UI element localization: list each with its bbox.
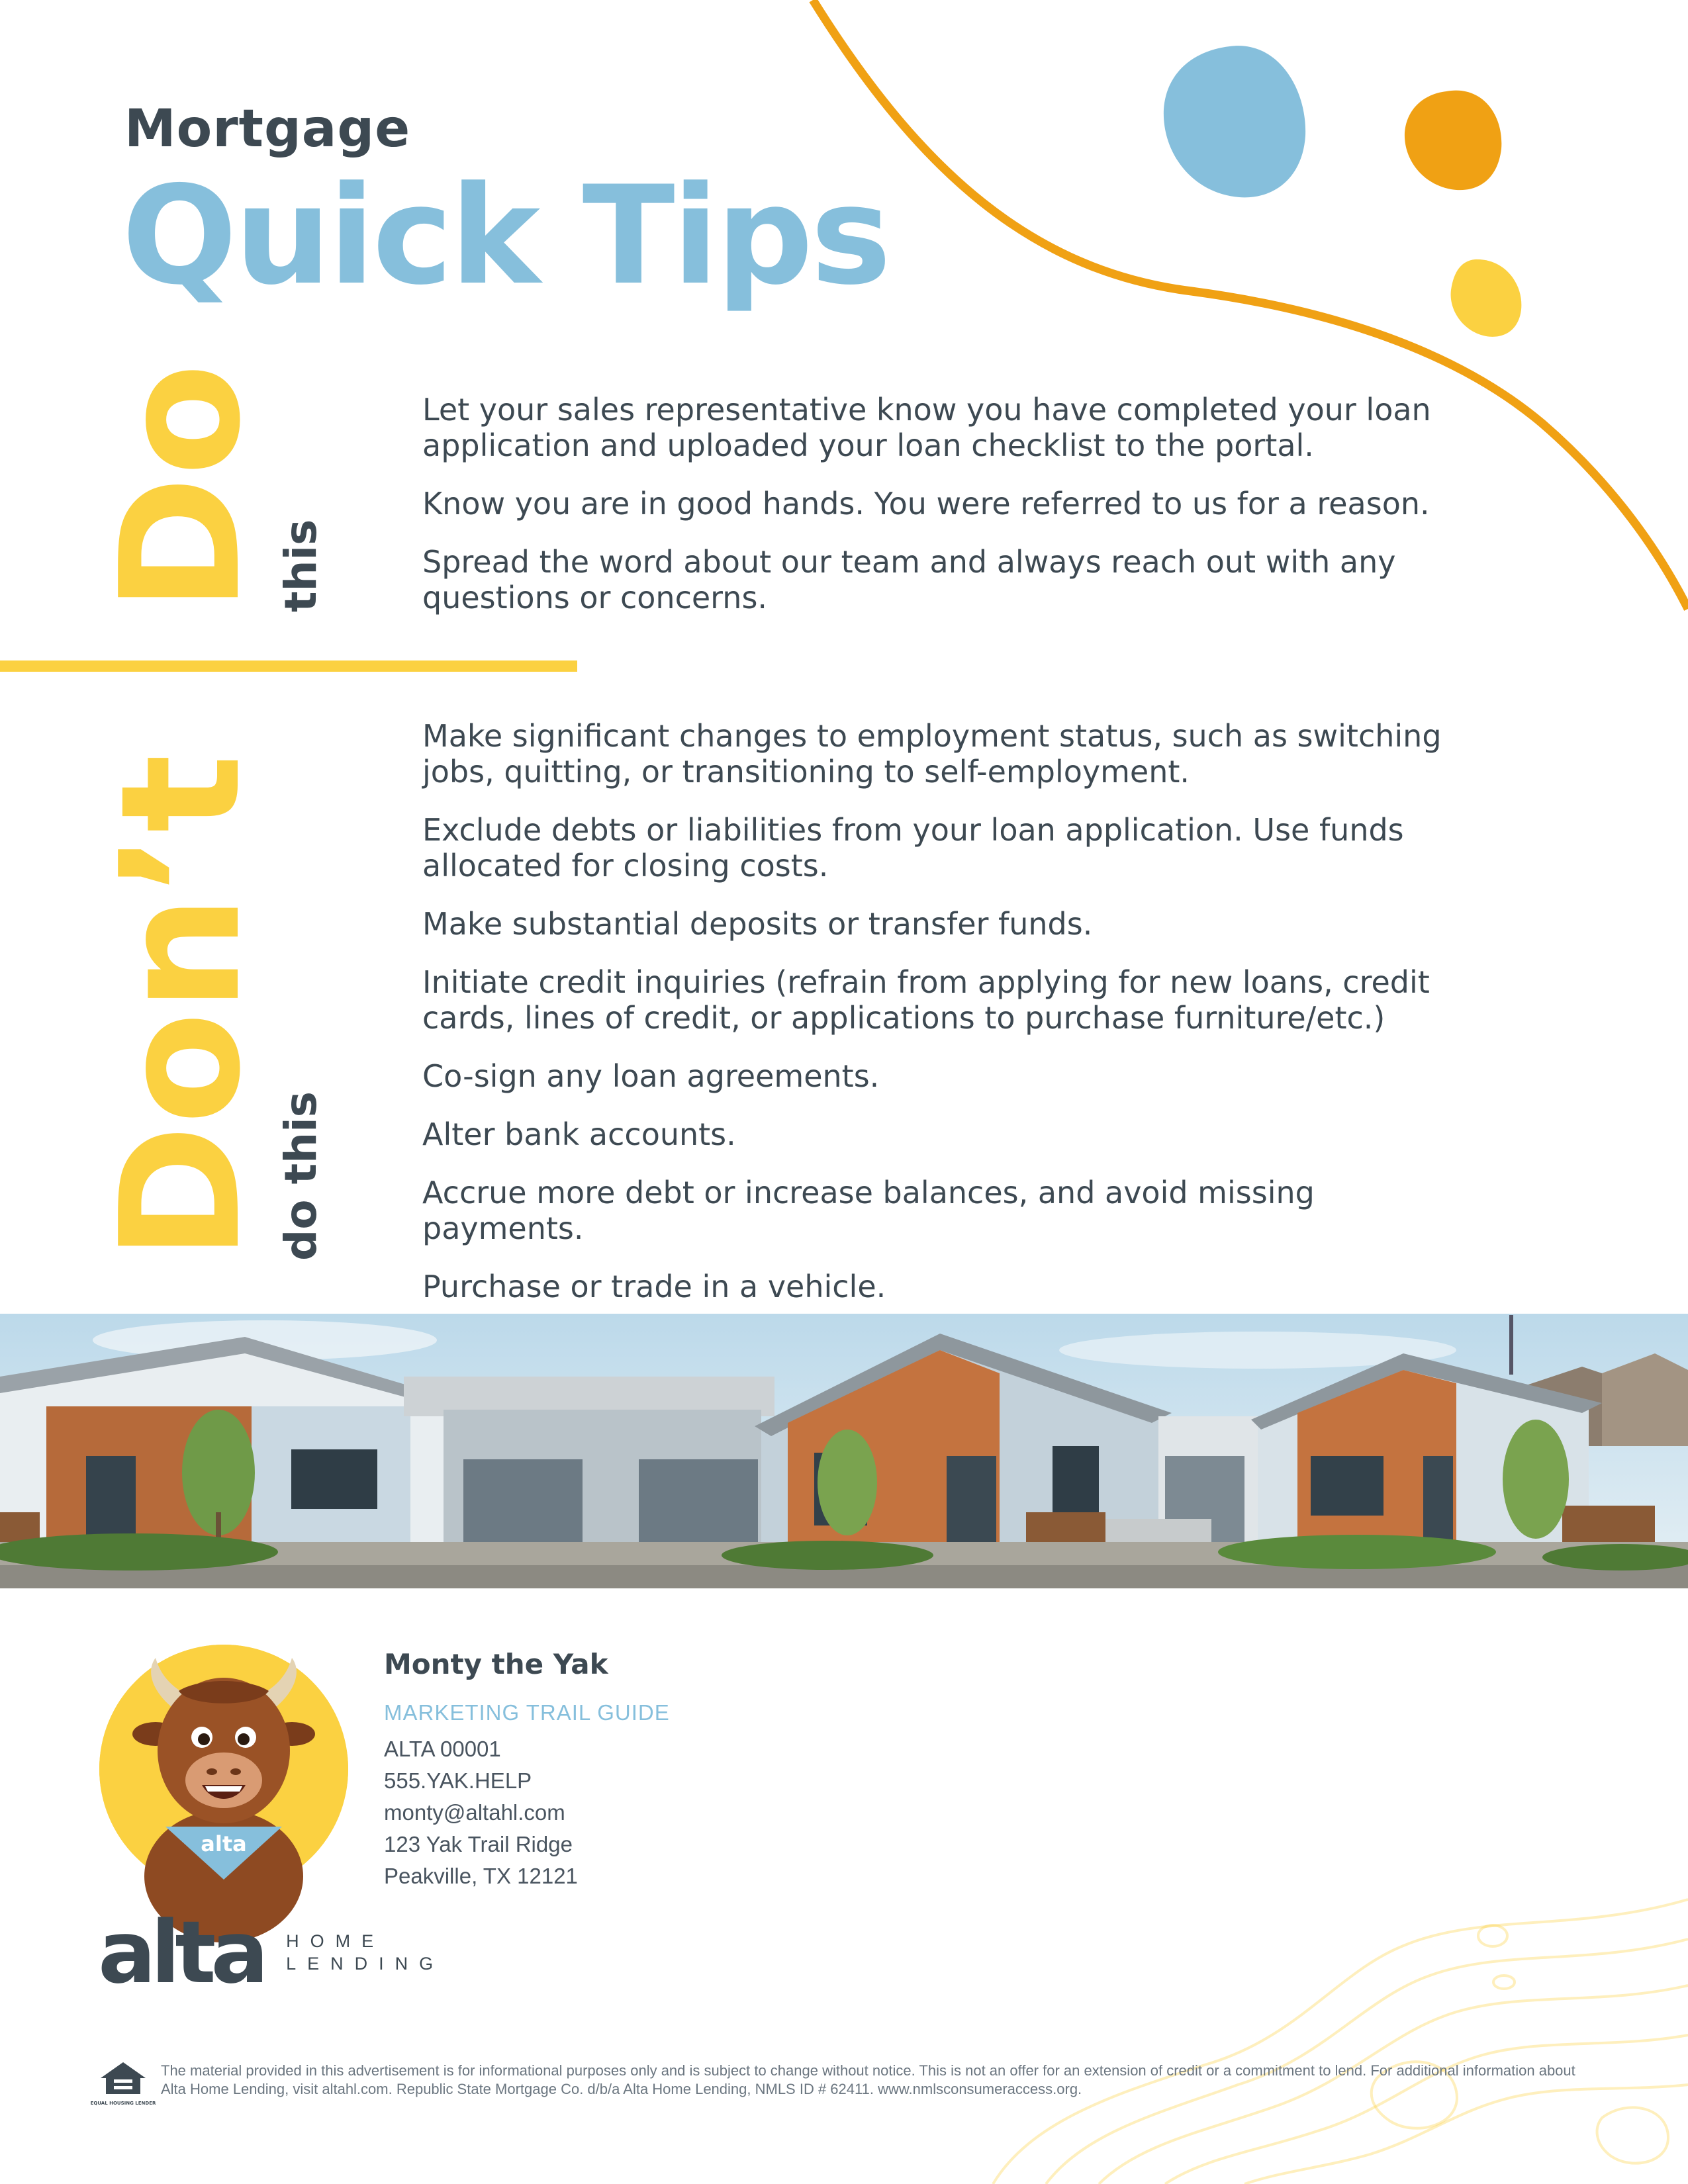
do-sublabel: this <box>275 519 326 612</box>
contact-title: MARKETING TRAIL GUIDE <box>384 1700 670 1725</box>
page-title: Quick Tips <box>122 158 889 315</box>
dont-sublabel: do this <box>275 1091 326 1261</box>
do-tips-list <box>422 392 1475 638</box>
dont-tips-list <box>422 718 1475 1327</box>
do-tip: Spread the word about our team and always reach out with any questions or concerns. <box>422 544 1396 615</box>
yellow-blob <box>1451 259 1522 337</box>
dont-tip: Exclude debts or liabilities from your loan application. Use funds allocated for closing costs. <box>422 812 1404 884</box>
blue-blob <box>1164 46 1305 197</box>
logo-wordmark: alta <box>98 1902 264 2003</box>
contact-city: Peakville, TX 12121 <box>384 1864 578 1888</box>
header-kicker: Mortgage <box>124 99 411 159</box>
dont-tip: Co-sign any loan agreements. <box>422 1058 880 1094</box>
dont-tip: Purchase or trade in a vehicle. <box>422 1269 886 1304</box>
do-tip: Let your sales representative know you have completed your loan application and uploaded your loan checklist to the portal. <box>422 392 1431 463</box>
equal-housing-badge: EQUAL HOUSING LENDER <box>90 2101 156 2106</box>
topographic-pattern <box>993 1899 1688 2184</box>
do-tip: Know you are in good hands. You were referred to us for a reason. <box>422 486 1430 522</box>
legal-disclaimer: The material provided in this advertisement is for informational purposes only and is subject to change without notice. This is not an offer for an extension of credit or a commitment to lend. For additional information about Alta Home Lending, visit altahl.com. Republic State Mortgage Co. d/b/a Alta Home Lending, NMLS ID # 62411. www.nmlsconsumeraccess.org. <box>161 2062 1575 2097</box>
dont-tip: Make significant changes to employment status, such as switching jobs, quitting, or transitioning to self-employment. <box>422 718 1442 790</box>
alta-logo <box>98 1902 445 2003</box>
equal-housing-icon <box>90 2060 156 2113</box>
section-divider <box>0 660 577 672</box>
logo-line-lending: LENDING <box>286 1954 445 1974</box>
orange-blob <box>1405 91 1501 191</box>
logo-subtitle <box>286 1930 444 1975</box>
avatar <box>99 1645 348 1893</box>
do-label: Do <box>86 363 277 612</box>
contact-name: Monty the Yak <box>384 1648 608 1680</box>
dont-tip: Alter bank accounts. <box>422 1116 736 1152</box>
bandana-text: alta <box>201 1831 247 1856</box>
contact-card <box>384 1648 670 1892</box>
yak-mascot <box>99 1645 348 1893</box>
contact-id: ALTA 00001 <box>384 1737 501 1761</box>
dont-tip: Initiate credit inquiries (refrain from applying for new loans, credit cards, lines of credit, or applications to purchase furniture/etc.) <box>422 964 1430 1036</box>
dont-label: Don’t <box>86 754 277 1261</box>
contact-email[interactable]: monty@altahl.com <box>384 1800 565 1825</box>
houses-photo <box>0 1314 1688 1588</box>
dont-tip: Accrue more debt or increase balances, and avoid missing payments. <box>422 1175 1315 1246</box>
contact-street: 123 Yak Trail Ridge <box>384 1832 573 1856</box>
dont-tip: Make substantial deposits or transfer funds. <box>422 906 1093 942</box>
contact-phone[interactable]: 555.YAK.HELP <box>384 1768 532 1793</box>
logo-line-home: HOME <box>286 1931 385 1951</box>
